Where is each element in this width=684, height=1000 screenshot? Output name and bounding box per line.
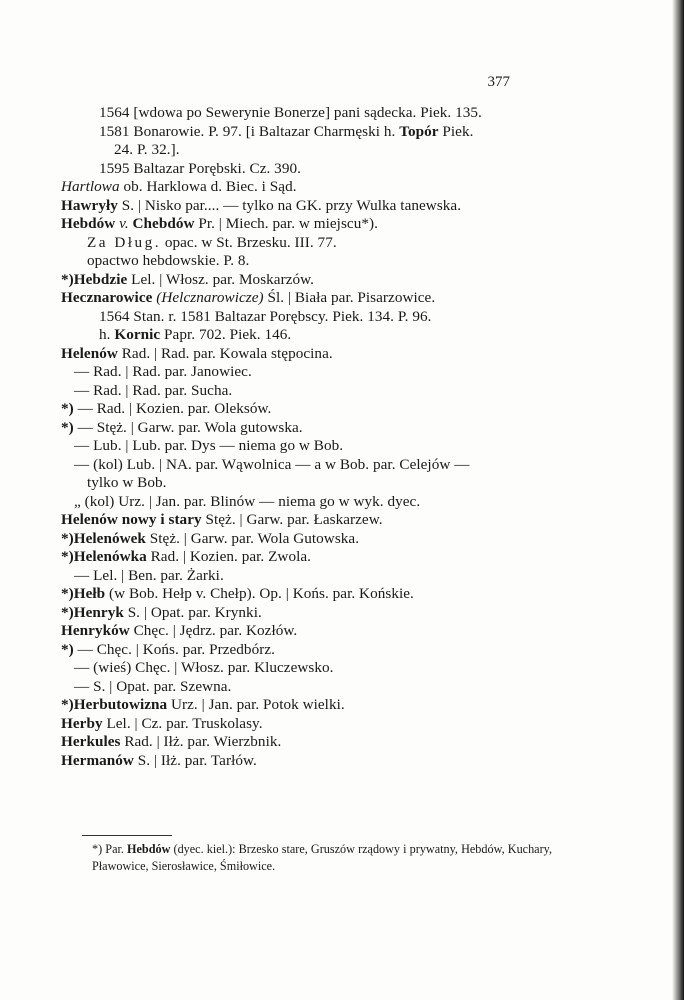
headword: *)Helenówek [61, 529, 146, 547]
entry-line [61, 308, 531, 327]
entry-text: Stęż. | Garw. par. Wola Gutowska. [145, 529, 360, 547]
headword: Hebdów [61, 215, 116, 232]
footnote-marker: *) Par. [92, 842, 128, 856]
entry-line [61, 585, 531, 604]
entry-text: v. [115, 215, 133, 232]
gazetteer-entries [61, 104, 531, 770]
headword: *)Henryk [61, 603, 124, 621]
entry-line [61, 437, 531, 456]
entry-text: opactwo hebdowskie. P. 8. [87, 252, 250, 269]
entry-line [61, 123, 531, 142]
entry-text: 1595 Baltazar Porębski. Cz. 390. [99, 159, 301, 177]
entry-line [61, 511, 531, 530]
entry-line [61, 419, 531, 438]
entry-text: Lel. | Cz. par. Truskolasy. [102, 714, 263, 732]
entry-text: — Rad. | Rad. par. Janowiec. [74, 363, 252, 380]
entry-line [61, 715, 531, 734]
headword: *) [61, 418, 74, 436]
entry-text: S. | Iłż. par. Tarłów. [133, 751, 257, 769]
entry-line [61, 530, 531, 549]
entry-line [61, 160, 531, 179]
entry-line [61, 326, 531, 345]
headword: Hawryły [61, 196, 118, 214]
entry-text: Rad. | Kozien. par. Zwola. [146, 548, 312, 565]
entry-line [61, 345, 531, 364]
entry-line [61, 382, 531, 401]
entry-text: Chęc. | Jędrz. par. Kozłów. [129, 622, 298, 639]
page-edge-shadow [672, 0, 684, 1000]
entry-text: — Lub. | Lub. par. Dys — niema go w Bob. [74, 437, 344, 454]
entry-text: — Rad. | Kozien. par. Oleksów. [73, 400, 272, 417]
entry-text: Lel. | Włosz. par. Moskarzów. [127, 270, 315, 288]
entry-text: Stęż. | Garw. par. Łaskarzew. [201, 511, 383, 528]
headword: *)Hebdzie [61, 270, 128, 288]
entry-text: Urz. | Jan. par. Potok wielki. [167, 696, 345, 713]
entry-line [61, 752, 531, 771]
headword: Herkules [61, 733, 121, 750]
entry-line [61, 104, 531, 123]
entry-line [61, 622, 531, 641]
entry-line [61, 400, 531, 419]
entry-text: Hartlowa [61, 178, 120, 195]
entry-text: „ (kol) Urz. | Jan. par. Blinów — niema go w wyk. dyec. [74, 492, 421, 510]
headword: *)Hełb [61, 585, 106, 602]
entry-text: Za Dług. [87, 233, 161, 251]
entry-line [61, 493, 531, 512]
entry-line [61, 252, 531, 271]
footnote-text: (dyec. kiel.): Brzesko stare, Gruszów rządowy i prywatny, Hebdów, Kuchary, Pławowice, Sierosławice, Śmiłowice. [92, 842, 552, 873]
entry-text: Rad. | Rad. par. Kowala stępocina. [117, 344, 333, 362]
entry-text: — Lel. | Ben. par. Żarki. [74, 566, 224, 584]
entry-line [61, 641, 531, 660]
headword: Chebdów [132, 215, 195, 232]
headword: *)Helenówka [61, 548, 147, 565]
headword: Helenów [61, 344, 118, 362]
headword: Hermanów [61, 751, 134, 769]
entry-text: 1564 [wdowa po Sewerynie Bonerze] pani sądecka. Piek. 135. [99, 104, 482, 121]
entry-line [61, 548, 531, 567]
entry-text: Papr. 702. Piek. 146. [160, 326, 292, 343]
headword: Henryków [61, 622, 130, 639]
entry-line [61, 567, 531, 586]
footnote-headword: Hebdów [127, 842, 171, 856]
entry-line [61, 696, 531, 715]
entry-text: (w Bob. Hełp v. Chełp). Op. | Końs. par. Końskie. [105, 585, 414, 602]
entry-text: — Stęż. | Garw. par. Wola gutowska. [73, 418, 303, 436]
entry-text: (Helcznarowicze) [152, 289, 264, 306]
entry-text: opac. w St. Brzesku. III. 77. [161, 233, 337, 251]
headword: Hecznarowice [61, 289, 153, 306]
headword: *) [61, 640, 74, 658]
entry-text: — (kol) Lub. | NA. par. Wąwolnica — a w Bob. par. Celejów — [74, 455, 470, 473]
entry-text: Śl. | Biała par. Pisarzowice. [263, 289, 436, 306]
footnote-rule [82, 835, 172, 836]
entry-text: Rad. | Iłż. par. Wierzbnik. [120, 733, 282, 750]
footnote [64, 841, 552, 875]
headword: Helenów nowy i stary [61, 511, 202, 528]
entry-line [61, 659, 531, 678]
entry-line [61, 289, 531, 308]
entry-line [61, 141, 531, 160]
entry-text: Pr. | Miech. par. w miejscu*). [194, 215, 378, 232]
entry-text: — S. | Opat. par. Szewna. [74, 677, 232, 695]
entry-line [61, 234, 531, 253]
headword: *)Herbutowizna [61, 696, 168, 713]
entry-line [61, 363, 531, 382]
entry-line [61, 456, 531, 475]
entry-text: S. | Nisko par.... — tylko na GK. przy Wulka tanewska. [117, 196, 462, 214]
headword: Topór [399, 122, 439, 140]
page-number: 377 [487, 74, 510, 90]
entry-line [61, 178, 531, 197]
entry-text: — (wieś) Chęc. | Włosz. par. Kluczewsko. [74, 659, 334, 676]
entry-text: h. [99, 326, 115, 343]
entry-text: Piek. [438, 122, 474, 140]
entry-line [61, 271, 531, 290]
entry-line [61, 733, 531, 752]
entry-line [61, 474, 531, 493]
headword: *) [61, 400, 74, 417]
entry-text: 1581 Bonarowie. P. 97. [i Baltazar Charmęski h. [99, 122, 400, 140]
entry-text: — Chęc. | Końs. par. Przedbórz. [73, 640, 275, 658]
entry-text: 1564 Stan. r. 1581 Baltazar Porębscy. Piek. 134. P. 96. [99, 307, 432, 325]
entry-text: S. | Opat. par. Krynki. [123, 603, 262, 621]
entry-line [61, 197, 531, 216]
entry-text: — Rad. | Rad. par. Sucha. [74, 381, 233, 399]
entry-text: 24. P. 32.]. [114, 141, 180, 158]
entry-line [61, 678, 531, 697]
entry-line [61, 215, 531, 234]
headword: Kornic [114, 326, 161, 343]
entry-text: tylko w Bob. [87, 474, 167, 491]
entry-text: ob. Harklowa d. Biec. i Sąd. [119, 178, 297, 195]
headword: Herby [61, 714, 103, 732]
entry-line [61, 604, 531, 623]
